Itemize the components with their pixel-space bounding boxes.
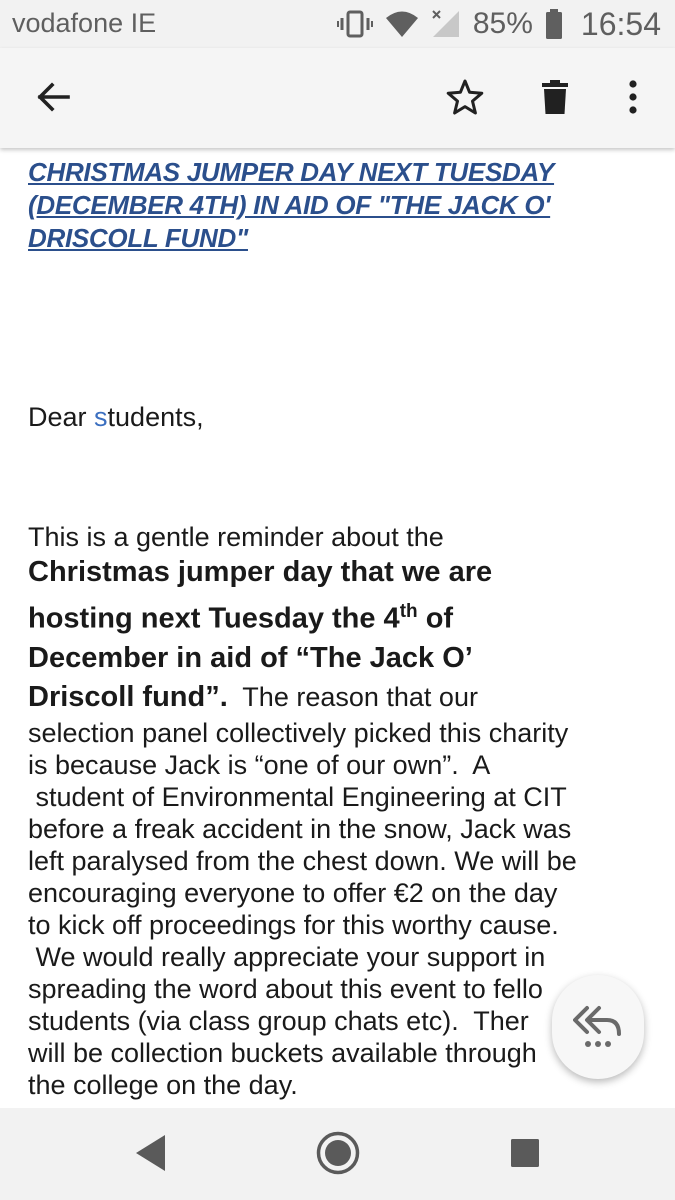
email-subject-link[interactable] — [28, 156, 648, 255]
intro-line: This is a gentle reminder about the — [28, 522, 444, 552]
body-line: before a freak accident in the snow, Jack was — [28, 813, 572, 844]
subject-line: (DECEMBER 4TH) IN AID OF "THE JACK O' — [28, 190, 551, 220]
body-line: We would really appreciate your support in — [28, 941, 546, 972]
bold-line: hosting next Tuesday the 4th of — [28, 601, 454, 635]
app-toolbar — [0, 48, 675, 148]
mixed-line: Driscoll fund”. The reason that our — [28, 680, 478, 713]
back-button[interactable] — [28, 74, 78, 124]
trash-icon — [541, 79, 569, 120]
subject-line: DRISCOLL FUND" — [28, 223, 248, 253]
star-button[interactable] — [440, 74, 490, 124]
wifi-icon — [385, 10, 419, 38]
recents-button[interactable] — [500, 1130, 550, 1180]
signal-icon — [431, 9, 461, 39]
battery-percent: 85% — [472, 7, 533, 40]
recents-icon — [509, 1137, 541, 1174]
system-nav-bar — [0, 1108, 675, 1200]
status-bar — [0, 0, 675, 48]
status-icons — [337, 4, 661, 44]
carrier-name: vodafone IE — [12, 8, 157, 38]
clock: 16:54 — [580, 5, 661, 42]
bold-line: December in aid of “The Jack O’ — [28, 641, 473, 674]
subject-line: CHRISTMAS JUMPER DAY NEXT TUESDAY — [28, 157, 555, 187]
more-options-button[interactable] — [608, 74, 658, 124]
greeting: Dear students, — [28, 402, 204, 432]
battery-icon — [545, 9, 563, 39]
delete-button[interactable] — [530, 74, 580, 124]
email-body — [28, 150, 648, 1101]
reply-all-icon — [573, 1000, 623, 1055]
bold-line: Christmas jumper day that we are — [28, 556, 493, 588]
back-arrow-icon — [36, 82, 70, 117]
body-line: students (via class group chats etc). Ther — [28, 1005, 529, 1036]
body-line: student of Environmental Engineering at CIT — [28, 781, 567, 812]
body-line: the college on the day. — [28, 1069, 298, 1100]
body-line: is because Jack is “one of our own”. A — [28, 749, 491, 780]
body-line: to kick off proceedings for this worthy cause. — [28, 909, 559, 940]
home-icon — [316, 1131, 360, 1180]
nav-back-button[interactable] — [126, 1130, 176, 1180]
nav-back-icon — [133, 1133, 169, 1178]
body-line: left paralysed from the chest down. We will be — [28, 845, 577, 876]
vibrate-icon — [337, 9, 373, 39]
body-line: selection panel collectively picked this charity — [28, 717, 569, 748]
home-button[interactable] — [313, 1130, 363, 1180]
reply-all-button[interactable] — [552, 975, 644, 1079]
star-icon — [446, 79, 484, 120]
body-line: spreading the word about this event to fello — [28, 973, 543, 1004]
body-line: will be collection buckets available through — [28, 1037, 537, 1068]
body-line: encouraging everyone to offer €2 on the day — [28, 877, 558, 908]
more-vert-icon — [628, 80, 638, 119]
